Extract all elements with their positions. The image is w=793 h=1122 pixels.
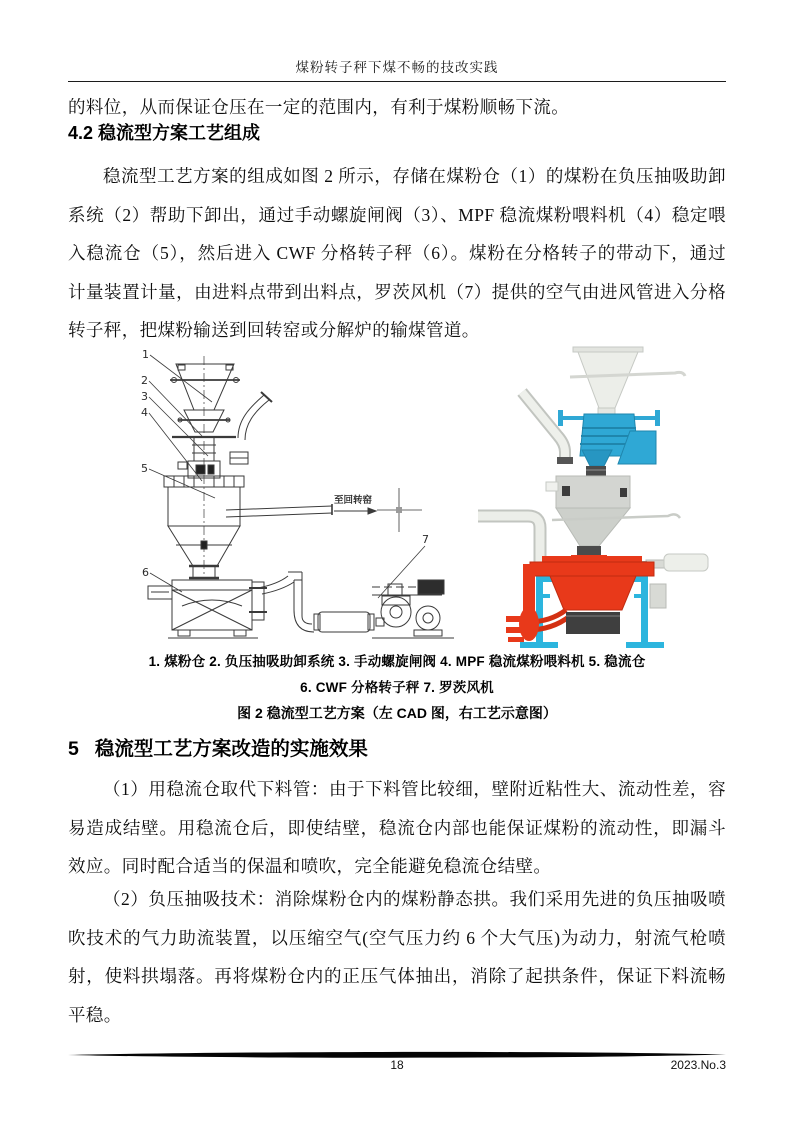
process-3d-render: [470, 336, 745, 654]
cad-label-3: 3: [141, 390, 148, 403]
section-5-paragraph-1: （1）用稳流仓取代下料管：由于下料管比较细，壁附近粘性大、流动性差，容易造成结壁。用稳流仓后，即使结壁，稳流仓内部也能保证煤粉的流动性，即漏斗效应。同时配合适当的保温和喷吹，完全能避免稳流仓结壁。: [68, 779, 726, 877]
section-5-paragraph-2: （2）负压抽吸技术：消除煤粉仓内的煤粉静态拱。我们采用先进的负压抽吸喷吹技术的气力助流装置，以压缩空气(空气压力约 6 个大气压)为动力，射流气枪喷射，使料拱塌落。再将煤粉仓内的正压气体抽出，消除了起拱条件，保证下料流畅平稳。: [68, 889, 726, 1025]
section-5-number: 5: [68, 738, 79, 760]
cad-annotation-to-kiln: 至回转窑: [334, 495, 373, 506]
section-5-title: 稳流型工艺方案改造的实施效果: [94, 738, 368, 760]
issue-number: 2023.No.3: [670, 1058, 726, 1072]
header-rule: [68, 81, 726, 82]
cad-drawing: [122, 340, 467, 652]
cad-label-6: 6: [142, 566, 149, 579]
cad-label-1: 1: [142, 348, 149, 361]
intro-paragraph: 的料位，从而保证仓压在一定的范围内，有利于煤粉顺畅下流。: [68, 97, 570, 117]
footer-rule: [68, 1046, 726, 1054]
figure-2: [68, 336, 726, 652]
section-4-2-heading: 4.2 稳流型方案工艺组成: [68, 123, 261, 143]
figure-caption: 图 2 稳流型工艺方案（左 CAD 图，右工艺示意图）: [237, 705, 557, 721]
section-4-2-paragraph: 稳流型工艺方案的组成如图 2 所示，存储在煤粉仓（1）的煤粉在负压抽吸助卸系统（2）帮助下卸出，通过手动螺旋闸阀（3）、MPF 稳流煤粉喂料机（4）稳定喂入稳流仓（5），然后进入 CWF 分格转子秤（6）。煤粉在分格转子的带动下，通过计量装置计量，由进料点带到出料点，罗茨风机（7）提供的空气由进风管进入分格转子秤，把煤粉输送到回转窑或分解炉的输煤管道。: [68, 166, 726, 341]
figure-legend-line1: 1. 煤粉仓 2. 负压抽吸助卸系统 3. 手动螺旋闸阀 4. MPF 稳流煤粉喂料机 5. 稳流仓: [148, 654, 646, 669]
section-5-heading: [68, 733, 726, 761]
page-number: 18: [390, 1058, 404, 1072]
cad-label-2: 2: [141, 374, 148, 387]
cad-label-4: 4: [141, 406, 148, 419]
cad-label-7: 7: [422, 533, 429, 546]
cad-label-5: 5: [141, 462, 148, 475]
figure-legend-line2: 6. CWF 分格转子秤 7. 罗茨风机: [300, 680, 494, 695]
running-header-title: 煤粉转子秤下煤不畅的技改实践: [295, 60, 499, 75]
